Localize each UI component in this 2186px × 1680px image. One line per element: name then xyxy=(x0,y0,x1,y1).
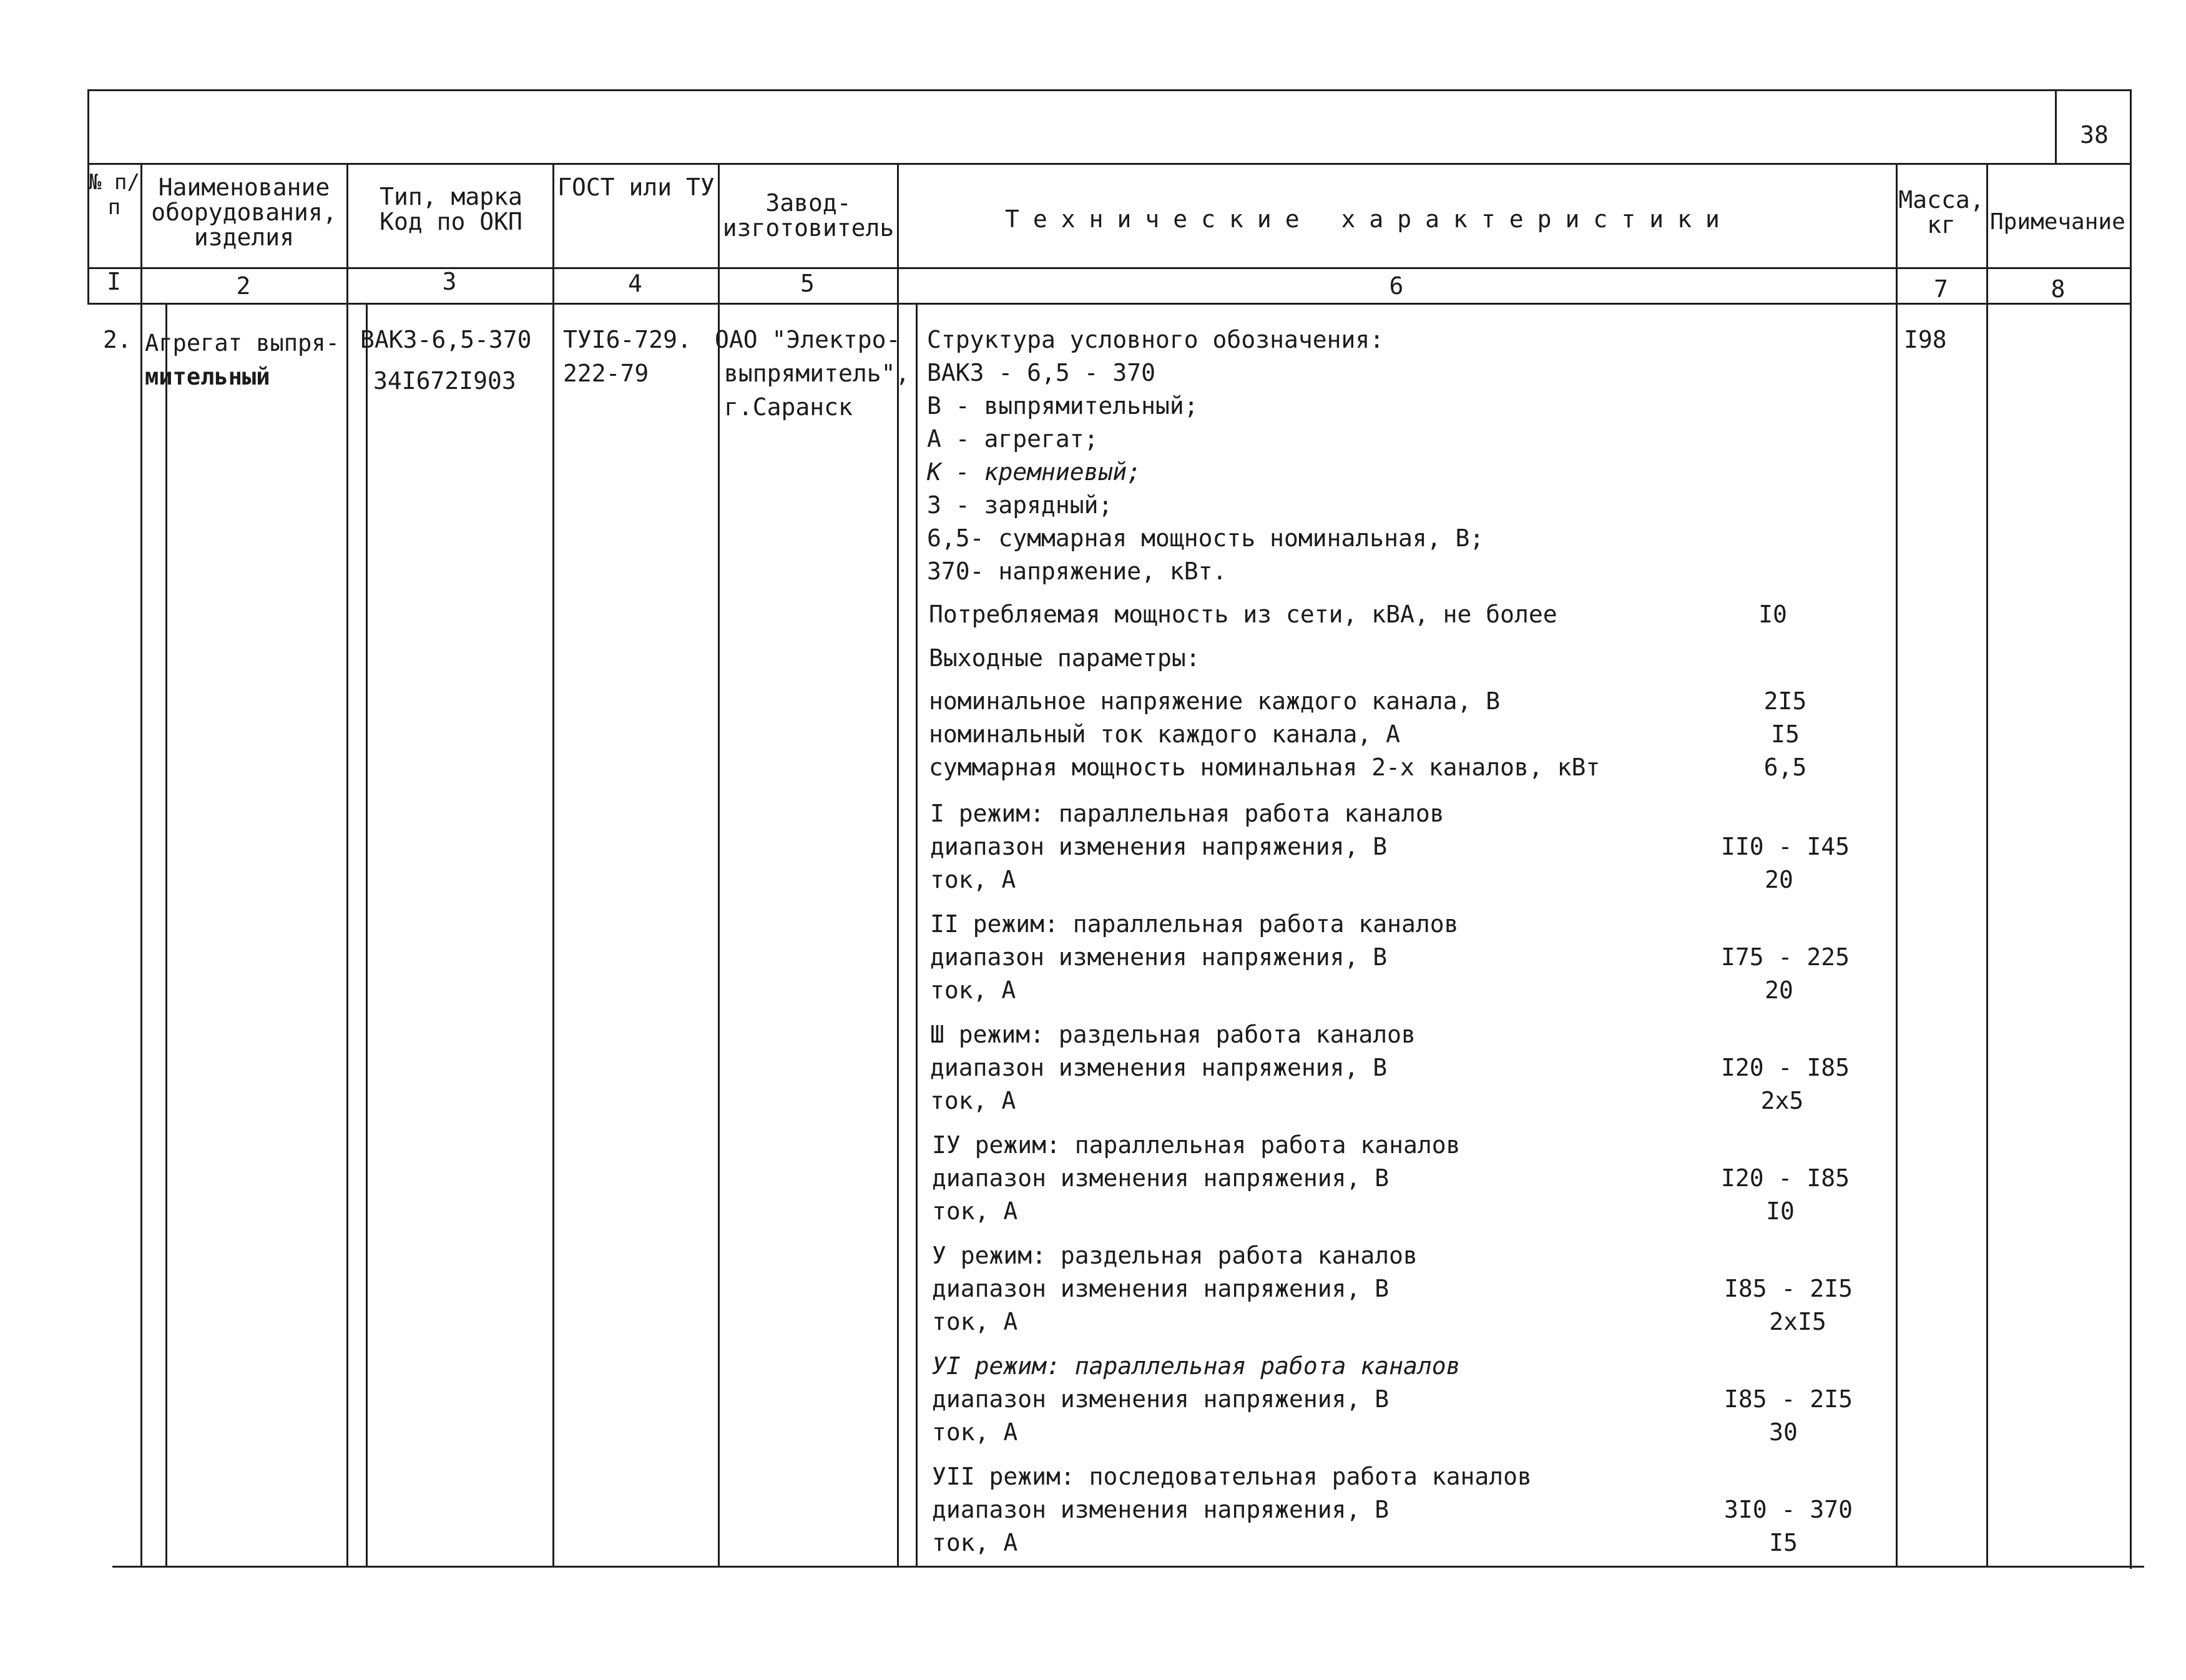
header-tech: Технические характеристики xyxy=(1005,205,1733,233)
structure-line: 370- напряжение, кВт. xyxy=(927,558,1227,585)
mode-range-value: I20 - I85 xyxy=(1721,1164,1850,1192)
mode-current-label: ток, А xyxy=(932,1418,1018,1446)
mode-current-value: 2х5 xyxy=(1760,1087,1804,1114)
mode-range-value: II0 - I45 xyxy=(1721,833,1850,860)
header-num: № п/п xyxy=(89,170,140,220)
mode-current-value: I5 xyxy=(1769,1529,1798,1556)
mode-range-label: диапазон изменения напряжения, В xyxy=(932,1275,1390,1302)
output-label: суммарная мощность номинальная 2-х каналов, кВт xyxy=(929,754,1600,781)
output-label: номинальный ток каждого канала, А xyxy=(929,720,1400,748)
col-divider-2b xyxy=(366,305,368,1566)
mode-current-label: ток, А xyxy=(930,866,1016,893)
mode-current-value: I0 xyxy=(1766,1197,1795,1225)
mode-title: УII режим: последовательная работа каналов xyxy=(932,1463,1532,1490)
mode-range-label: диапазон изменения напряжения, В xyxy=(932,1164,1390,1192)
item-type: ВАКЗ-6,5-370 xyxy=(360,326,532,353)
colnum-1: I xyxy=(107,268,121,295)
mode-title: УI режим: параллельная работа каналов xyxy=(932,1352,1461,1380)
header-top-line xyxy=(87,163,2130,165)
colnum-2: 2 xyxy=(236,272,251,300)
col-divider-7 xyxy=(1986,163,1988,1566)
colnum-3: 3 xyxy=(442,268,457,295)
mode-range-label: диапазон изменения напряжения, В xyxy=(932,1496,1390,1523)
output-params-title: Выходные параметры: xyxy=(929,644,1200,672)
structure-line: З - зарядный; xyxy=(927,491,1113,519)
item-maker-line1: ОАО "Электро- xyxy=(715,326,901,353)
col-divider-1b xyxy=(165,305,167,1566)
mode-current-label: ток, А xyxy=(932,1197,1018,1225)
header-mass: Масса, кг xyxy=(1898,186,1984,238)
colnum-6: 6 xyxy=(1389,272,1404,300)
header-gost: ГОСТ или ТУ xyxy=(557,174,715,201)
structure-line: К - кремниевый; xyxy=(927,458,1142,486)
item-name-line2: мительный xyxy=(145,363,270,390)
output-value: 6,5 xyxy=(1763,754,1807,781)
col-divider-1 xyxy=(140,163,142,1566)
mode-range-label: диапазон изменения напряжения, В xyxy=(932,1385,1390,1413)
mode-current-value: 2хI5 xyxy=(1769,1308,1826,1335)
mode-current-value: 20 xyxy=(1765,976,1793,1004)
mode-current-label: ток, А xyxy=(932,1529,1018,1556)
colnum-7: 7 xyxy=(1934,275,1948,303)
table-border-right xyxy=(2130,89,2132,1569)
item-gost-line2: 222-79 xyxy=(563,360,649,387)
mode-range-label: диапазон изменения напряжения, В xyxy=(930,943,1388,971)
table-border-top xyxy=(87,89,2130,91)
mode-title: У режим: раздельная работа каналов xyxy=(932,1242,1418,1269)
col-divider-4 xyxy=(718,163,720,1566)
col-divider-2 xyxy=(346,163,348,1566)
header-name: Наименование оборудования, изделия xyxy=(151,174,337,251)
item-name-line1: Агрегат выпря- xyxy=(145,330,340,356)
mode-current-label: ток, А xyxy=(930,976,1016,1004)
output-value: I5 xyxy=(1771,720,1800,748)
mode-range-label: диапазон изменения напряжения, В xyxy=(930,833,1388,860)
structure-line: А - агрегат; xyxy=(927,425,1099,453)
consumed-power-value: I0 xyxy=(1758,601,1787,628)
mode-range-label: диапазон изменения напряжения, В xyxy=(930,1054,1388,1081)
col-divider-5b xyxy=(916,305,918,1566)
item-mass: I98 xyxy=(1904,326,1947,353)
mode-range-value: 3I0 - 370 xyxy=(1724,1496,1853,1523)
mode-range-value: I85 - 2I5 xyxy=(1724,1385,1853,1413)
mode-current-value: 20 xyxy=(1765,866,1793,893)
structure-line: ВАКЗ - 6,5 - 370 xyxy=(927,359,1156,386)
mode-range-value: I85 - 2I5 xyxy=(1724,1275,1853,1302)
mode-title: I режим: параллельная работа каналов xyxy=(930,800,1444,827)
header-type: Тип, марка Код по ОКП xyxy=(380,183,522,235)
mode-current-value: 30 xyxy=(1769,1418,1798,1446)
col-divider-3 xyxy=(552,163,554,1566)
mode-range-value: I75 - 225 xyxy=(1721,943,1850,971)
mode-title: II режим: параллельная работа каналов xyxy=(930,910,1459,938)
header-note: Примечание xyxy=(1990,209,2125,235)
table-border-bottom xyxy=(112,1566,2144,1568)
header-maker: Завод-изготовитель xyxy=(722,189,894,242)
col-divider-6 xyxy=(1896,163,1898,1566)
output-label: номинальное напряжение каждого канала, В xyxy=(929,687,1501,715)
structure-line: В - выпрямительный; xyxy=(927,392,1198,420)
consumed-power-label: Потребляемая мощность из сети, кВА, не более xyxy=(929,601,1557,628)
mode-current-label: ток, А xyxy=(932,1308,1018,1335)
page-number-box-left xyxy=(2055,89,2057,163)
structure-line: 6,5- суммарная мощность номинальная, В; xyxy=(927,524,1484,552)
item-maker-line3: г.Саранск xyxy=(724,393,853,421)
colnum-5: 5 xyxy=(800,270,815,297)
output-value: 2I5 xyxy=(1763,687,1807,715)
item-maker-line2: выпрямитель", xyxy=(724,360,910,387)
row-number: 2. xyxy=(103,326,132,353)
mode-range-value: I20 - I85 xyxy=(1721,1054,1850,1081)
mode-title: IУ режим: параллельная работа каналов xyxy=(932,1131,1461,1159)
mode-title: Ш режим: раздельная работа каналов xyxy=(930,1021,1416,1048)
colnum-bottom-line xyxy=(87,303,2130,305)
structure-line: Структура условного обозначения: xyxy=(927,326,1385,353)
colnum-8: 8 xyxy=(2051,275,2066,303)
item-okp-code: 34I672I903 xyxy=(373,367,516,395)
colnum-4: 4 xyxy=(628,270,642,297)
item-gost-line1: ТУI6-729. xyxy=(563,326,692,353)
page-number: 38 xyxy=(2080,121,2109,149)
mode-current-label: ток, А xyxy=(930,1087,1016,1114)
